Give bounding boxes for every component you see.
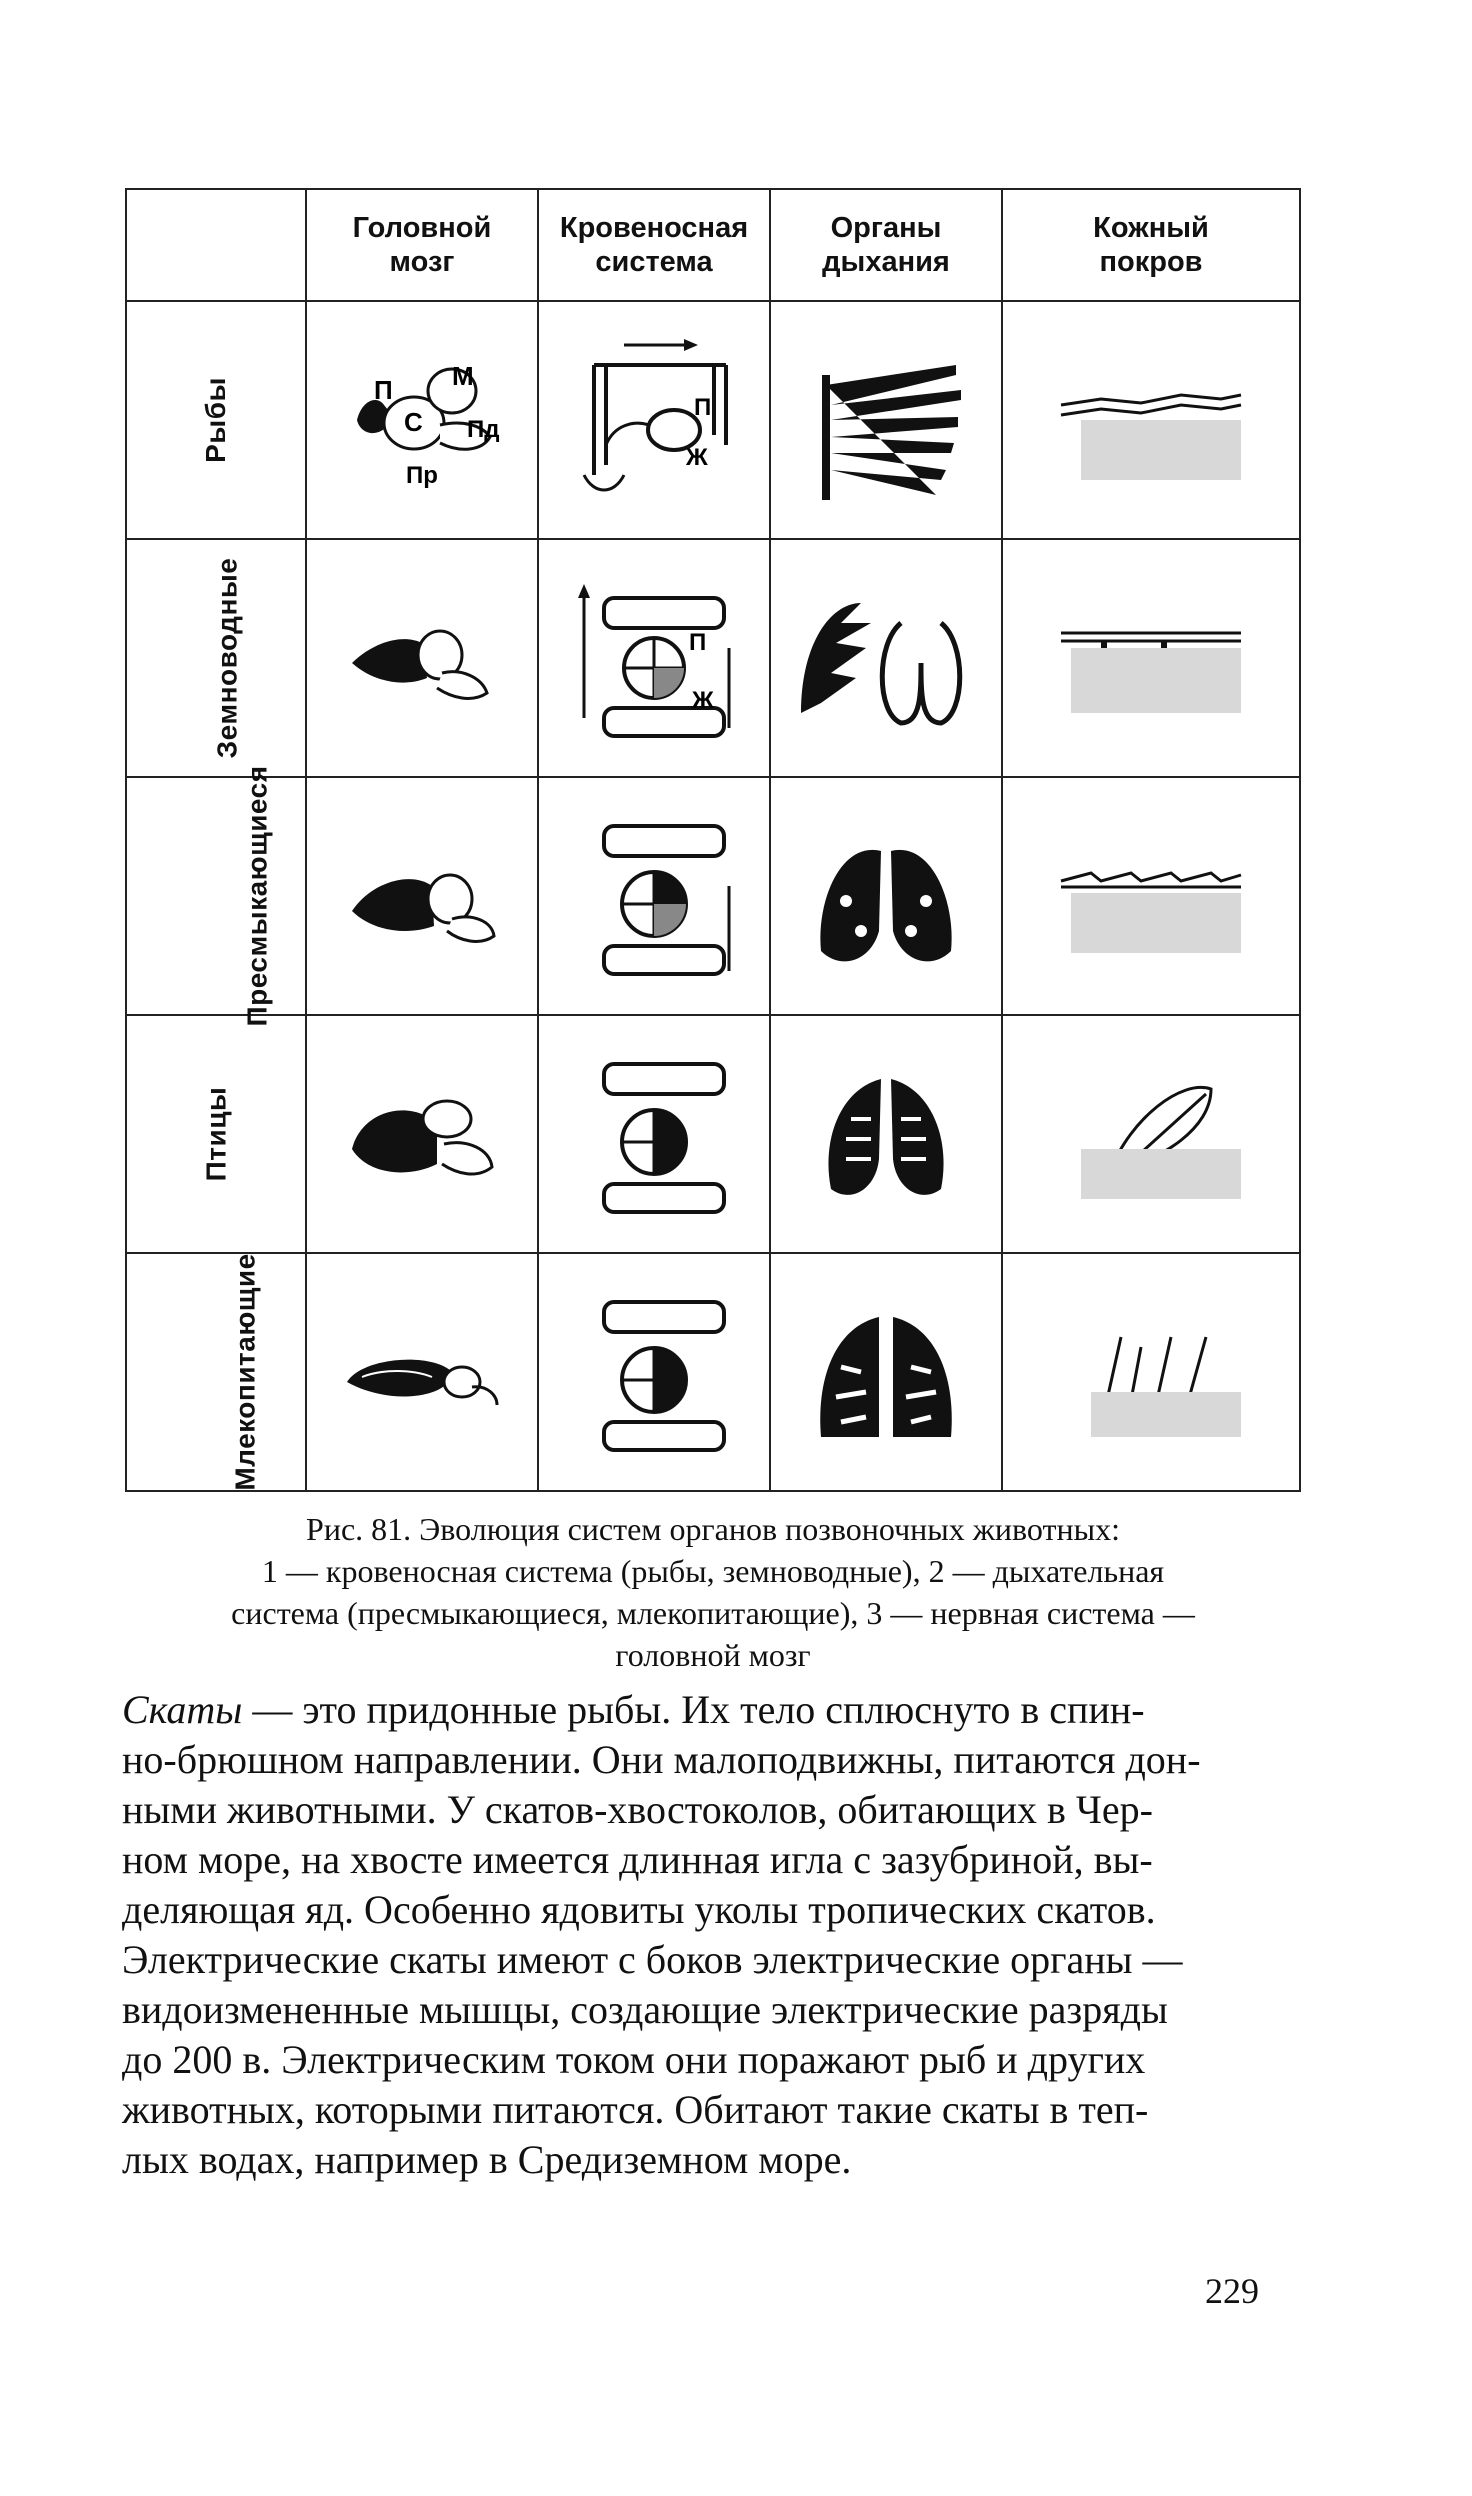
svg-text:П: П bbox=[694, 394, 712, 421]
evolution-figure-table bbox=[125, 188, 1301, 1492]
caption-line: система (пресмыкающиеся, млекопитающие), 3 — нервная система — bbox=[231, 1595, 1195, 1631]
fish-heart-illustration bbox=[538, 301, 770, 539]
mammal-lungs-illustration bbox=[770, 1253, 1002, 1491]
svg-text:Ж: Ж bbox=[686, 444, 708, 471]
header-circulatory: Кровеносная система bbox=[538, 189, 770, 301]
svg-text:П: П bbox=[689, 629, 707, 656]
svg-text:С: С bbox=[404, 407, 423, 437]
bird-feather-illustration bbox=[1002, 1015, 1300, 1253]
text-line: деляющая яд. Особенно ядовиты уколы тропических скатов. bbox=[122, 1887, 1156, 1932]
text-line: Скаты — это придонные рыбы. Их тело сплюснуто в спин- bbox=[122, 1687, 1145, 1732]
text-line: лых водах, например в Средиземном море. bbox=[122, 2137, 852, 2182]
fish-skin-illustration bbox=[1002, 301, 1300, 539]
svg-text:М: М bbox=[452, 361, 474, 391]
mammal-hair-illustration bbox=[1002, 1253, 1300, 1491]
row-label-birds: Птицы bbox=[126, 1015, 306, 1253]
fish-brain-illustration bbox=[306, 301, 538, 539]
reptile-brain-illustration bbox=[306, 777, 538, 1015]
svg-text:Пр: Пр bbox=[406, 462, 438, 489]
body-paragraph bbox=[122, 1685, 1298, 2185]
text-line: Электрические скаты имеют с боков электрические органы — bbox=[122, 1937, 1183, 1982]
reptile-skin-illustration bbox=[1002, 777, 1300, 1015]
text-line: видоизмененные мышцы, создающие электрические разряды bbox=[122, 1987, 1168, 2032]
row-label-fish: Рыбы bbox=[126, 301, 306, 539]
row-fish bbox=[126, 301, 1300, 539]
mammal-brain-illustration bbox=[306, 1253, 538, 1491]
header-respiratory: Органы дыхания bbox=[770, 189, 1002, 301]
header-brain: Головной мозг bbox=[306, 189, 538, 301]
mammal-heart-illustration bbox=[538, 1253, 770, 1491]
figure-caption bbox=[118, 1508, 1308, 1676]
text-line: ном море, на хвосте имеется длинная игла с зазубриной, вы- bbox=[122, 1837, 1153, 1882]
svg-text:П: П bbox=[374, 375, 393, 405]
caption-title: Рис. 81. Эволюция систем органов позвоночных животных: bbox=[306, 1511, 1120, 1547]
bird-brain-illustration bbox=[306, 1015, 538, 1253]
header-row bbox=[126, 189, 1300, 301]
text-line: но-брюшном направлении. Они малоподвижны, питаются дон- bbox=[122, 1737, 1201, 1782]
caption-line: 1 — кровеносная система (рыбы, земноводные), 2 — дыхательная bbox=[261, 1553, 1165, 1589]
amphibian-heart-illustration bbox=[538, 539, 770, 777]
reptile-lungs-illustration bbox=[770, 777, 1002, 1015]
bird-lungs-illustration bbox=[770, 1015, 1002, 1253]
page-number: 229 bbox=[1205, 2271, 1259, 2311]
row-mammals bbox=[126, 1253, 1300, 1491]
row-amphibians bbox=[126, 539, 1300, 777]
row-label-mammals: Млекопитающие bbox=[126, 1253, 306, 1491]
svg-text:Пд: Пд bbox=[467, 416, 500, 443]
text-line: ными животными. У скатов-хвостоколов, обитающих в Чер- bbox=[122, 1787, 1153, 1832]
text-line: до 200 в. Электрическим током они поражают рыб и других bbox=[122, 2037, 1146, 2082]
bird-heart-illustration bbox=[538, 1015, 770, 1253]
amphibian-lungs-illustration bbox=[770, 539, 1002, 777]
fish-gills-illustration bbox=[770, 301, 1002, 539]
row-label-reptiles: Пресмыкающиеся bbox=[126, 777, 306, 1015]
row-birds bbox=[126, 1015, 1300, 1253]
svg-text:Ж: Ж bbox=[692, 687, 714, 714]
reptile-heart-illustration bbox=[538, 777, 770, 1015]
corner-cell bbox=[126, 189, 306, 301]
header-skin: Кожный покров bbox=[1002, 189, 1300, 301]
lead-term: Скаты bbox=[122, 1687, 243, 1732]
amphibian-skin-illustration bbox=[1002, 539, 1300, 777]
text-line: животных, которыми питаются. Обитают такие скаты в теп- bbox=[122, 2087, 1149, 2132]
row-label-amphibians: Земноводные bbox=[126, 539, 306, 777]
row-reptiles bbox=[126, 777, 1300, 1015]
caption-line: головной мозг bbox=[615, 1637, 811, 1673]
amphibian-brain-illustration bbox=[306, 539, 538, 777]
